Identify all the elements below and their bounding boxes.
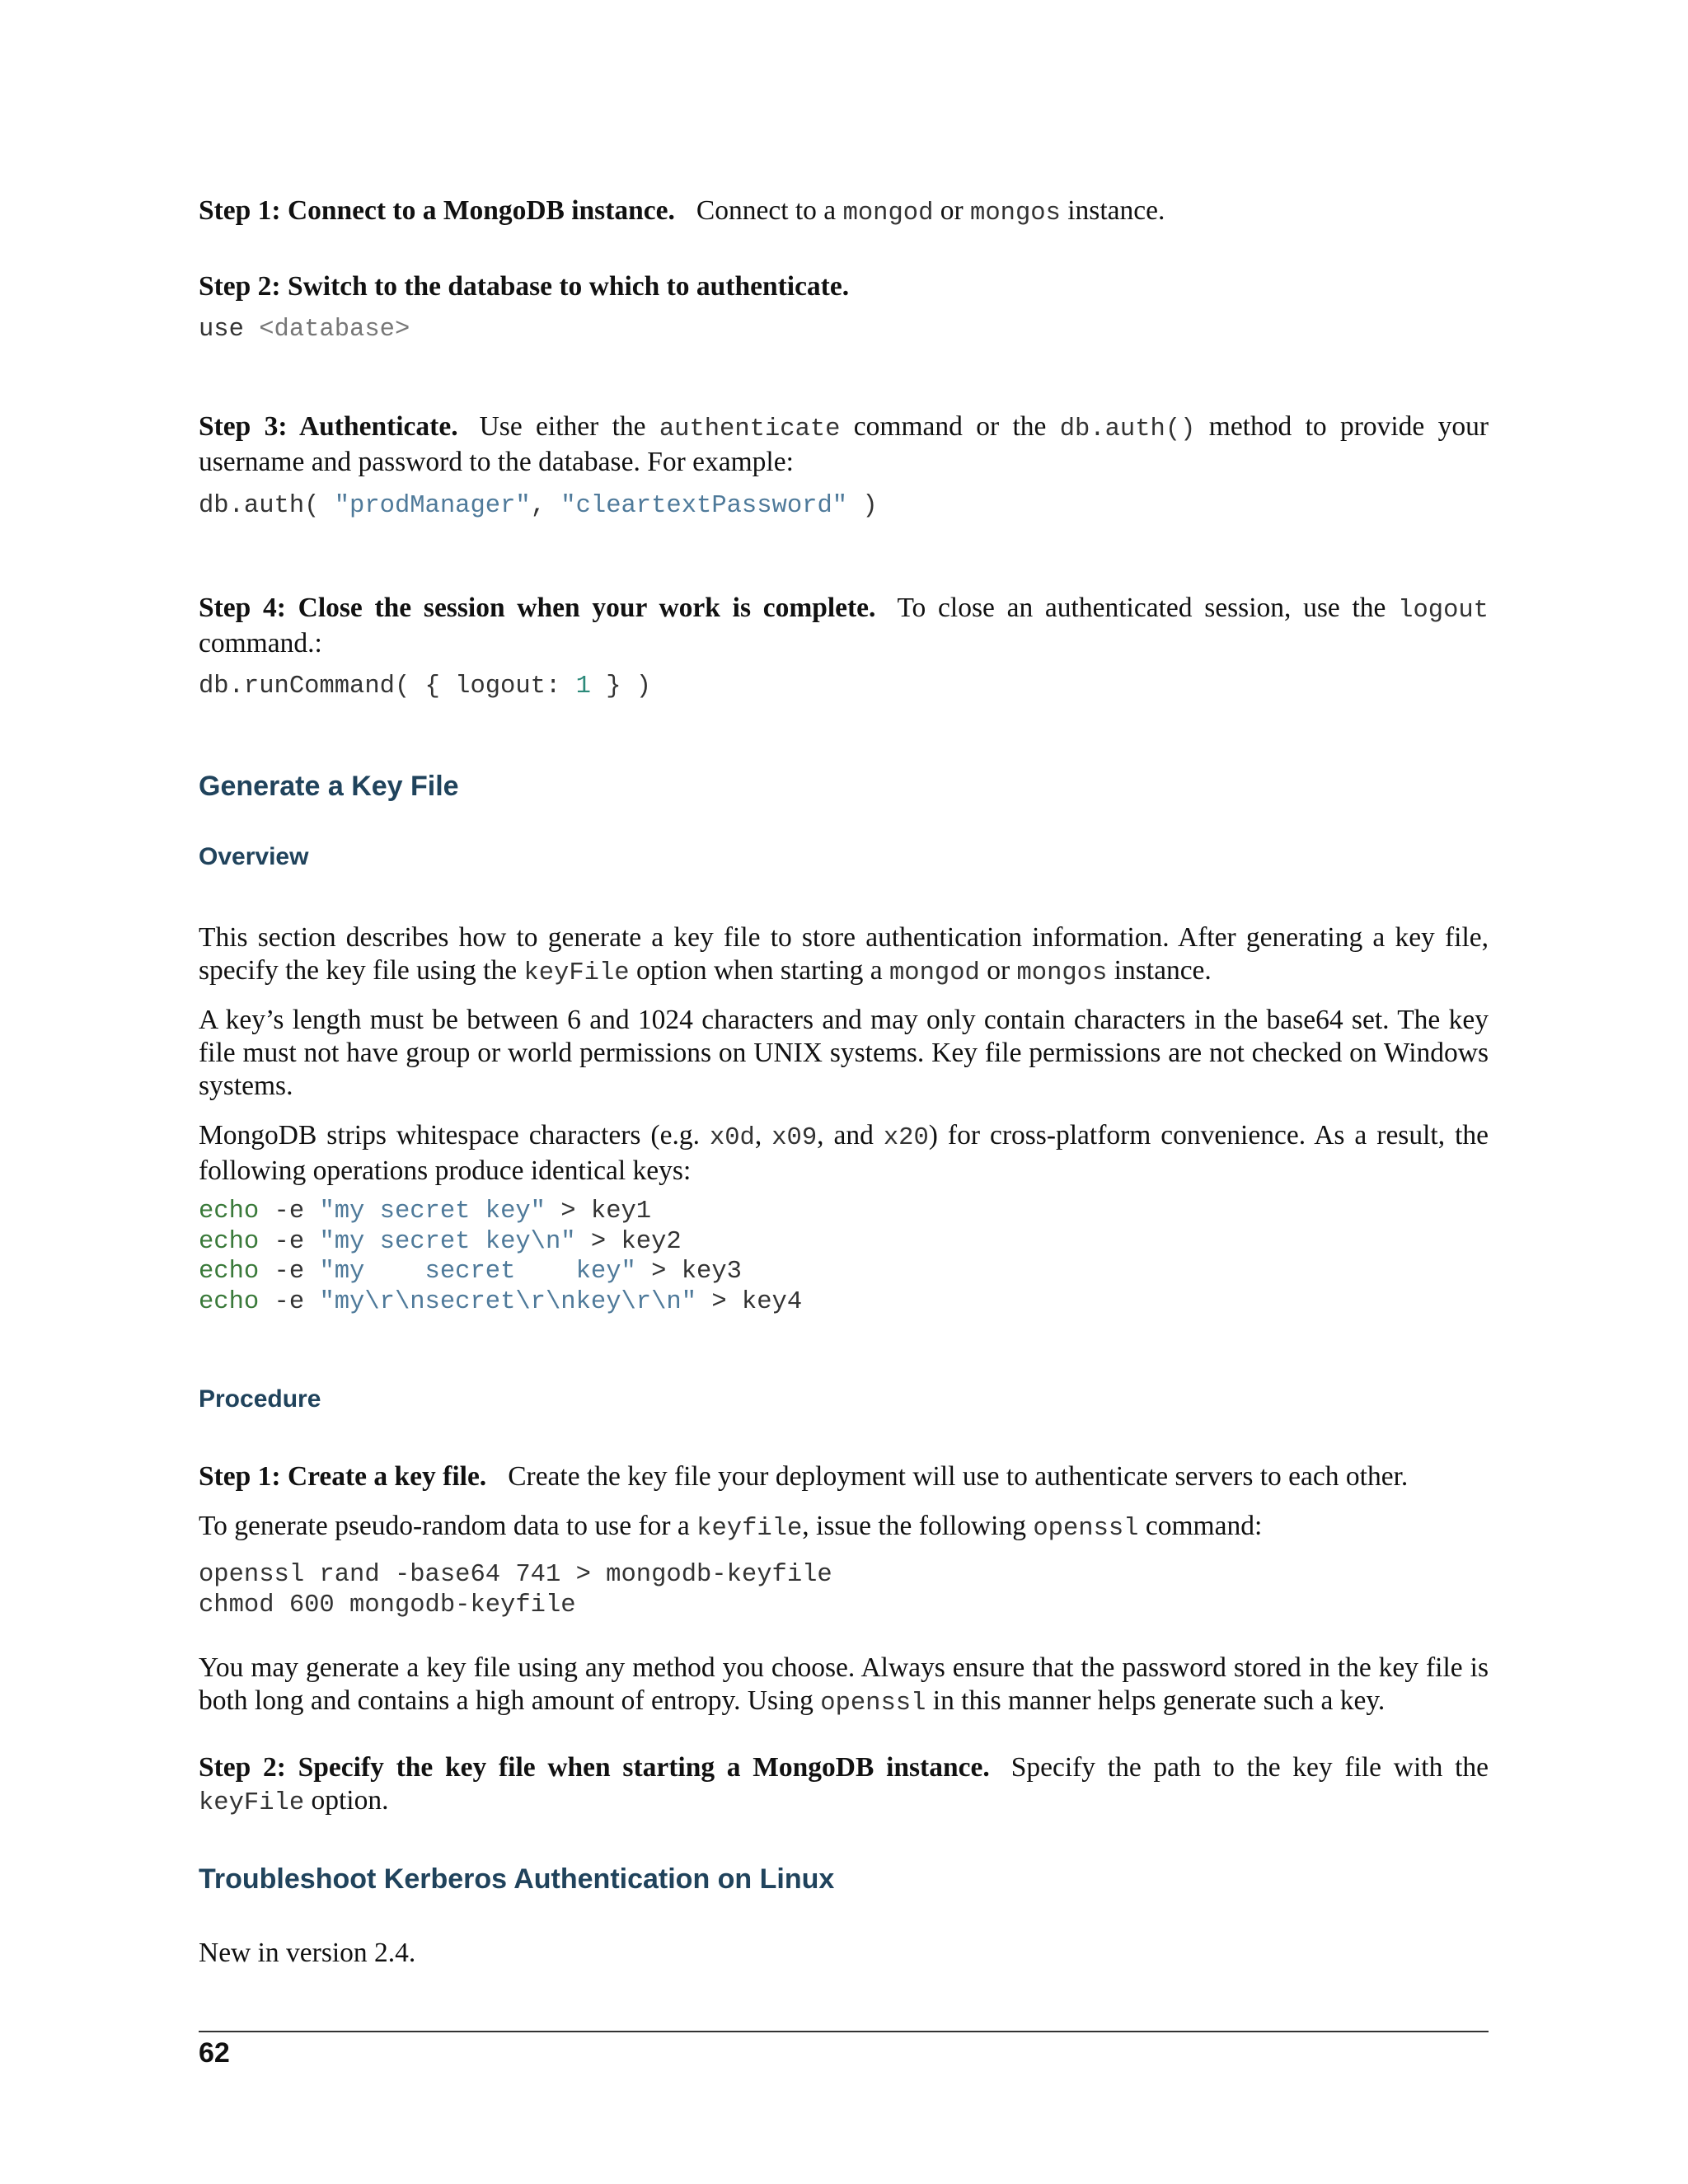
heading-overview: Overview [199, 843, 309, 870]
footer-rule [199, 2031, 1489, 2032]
code-line: echo -e "my secret key" > key1 [199, 1197, 652, 1226]
code-echo-examples [199, 1197, 1489, 1317]
step3-authenticate: Step 3: Authenticate. Use either the authenticate command or the db.auth() method to provide your username and password to the database. For example: [199, 411, 1489, 477]
code-line: echo -e "my secret key" > key3 [199, 1258, 742, 1286]
code-line: echo -e "my secret key\n" > key2 [199, 1227, 682, 1256]
procedure-step1: Step 1: Create a key file. Create the key file your deployment will use to authenticate servers to each other. [199, 1461, 1409, 1492]
procedure-step2: Step 2: Specify the key file when starting a MongoDB instance. Specify the path to the key file with the keyFile option. [199, 1752, 1489, 1817]
step2-switch-db [199, 270, 1489, 303]
code-logout: db.runCommand( { logout: 1 } ) [199, 672, 1489, 702]
step-title: Step 1: Connect to a MongoDB instance. [199, 195, 675, 226]
code-openssl: openssl rand -base64 741 > mongodb-keyfile chmod 600 mongodb-keyfile [199, 1560, 1489, 1620]
step-title: Step 3: Authenticate. [199, 411, 458, 442]
procedure-step1-paragraph-2: You may generate a key file using any method you choose. Always ensure that the password stored in the key file is both long and contains a high amount of entropy. Using openssl in this manner helps generate such a key. [199, 1652, 1489, 1718]
heading-troubleshoot-kerberos: Troubleshoot Kerberos Authentication on Linux [199, 1863, 835, 1895]
kerberos-version-note: New in version 2.4. [199, 1938, 416, 1968]
overview-paragraph-2: A key’s length must be between 6 and 1024 characters and may only contain characters in the base64 set. The key file must not have group or world permissions on UNIX systems. Key file permissions are not checked on Windows systems. [199, 1005, 1489, 1101]
step-title: Step 2: Switch to the database to which to authenticate. [199, 271, 850, 302]
step-title: Step 4: Close the session when your work is complete. [199, 593, 876, 623]
code-db-auth: db.auth( "prodManager", "cleartextPassword" ) [199, 491, 1489, 522]
overview-paragraph-1: This section describes how to generate a key file to store authentication information. After generating a key file, specify the key file using the keyFile option when starting a mongod or mongos instance. [199, 922, 1489, 987]
step-title: Step 2: Specify the key file when starting a MongoDB instance. [199, 1752, 990, 1783]
step1-connect: Step 1: Connect to a MongoDB instance. Connect to a mongod or mongos instance. [199, 195, 1165, 227]
code-use-database: use <database> [199, 315, 1489, 345]
procedure-step1-paragraph: To generate pseudo-random data to use for a keyfile, issue the following openssl command: [199, 1511, 1263, 1543]
step-title: Step 1: Create a key file. [199, 1461, 487, 1492]
page-number: 62 [199, 2037, 230, 2069]
step4-close-session: Step 4: Close the session when your work is complete. To close an authenticated session, use the logout command.: [199, 593, 1489, 658]
heading-generate-key-file: Generate a Key File [199, 771, 459, 802]
code-line: echo -e "my\r\nsecret\r\nkey\r\n" > key4 [199, 1287, 803, 1316]
overview-paragraph-3: MongoDB strips whitespace characters (e.g. x0d, x09, and x20) for cross-platform convenience. As a result, the following operations produce identical keys: [199, 1120, 1489, 1186]
heading-procedure: Procedure [199, 1385, 321, 1413]
